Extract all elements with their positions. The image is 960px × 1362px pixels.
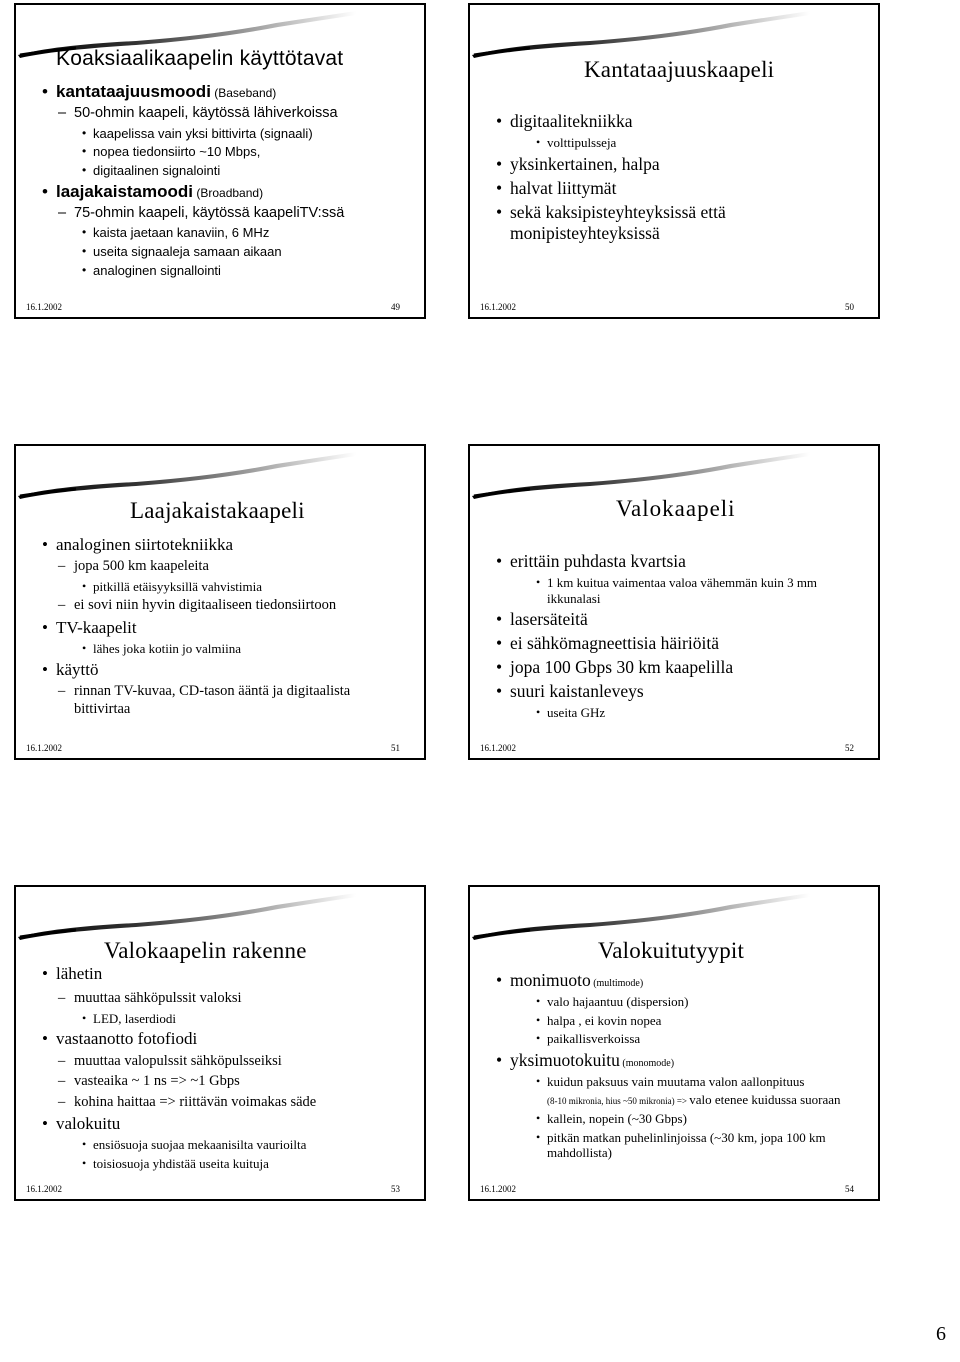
slide-body xyxy=(496,548,866,721)
item-text: kohina haittaa => riittävän voimakas säde xyxy=(74,1093,317,1110)
list-item xyxy=(496,994,866,1010)
slide-title: Valokaapelin rakenne xyxy=(104,938,307,963)
bullet-marker: • xyxy=(82,225,87,240)
dash-marker: – xyxy=(58,204,67,221)
slide-number: 52 xyxy=(845,743,854,753)
list-item xyxy=(42,1137,412,1153)
list-item xyxy=(496,551,866,572)
list-item xyxy=(496,1074,866,1090)
bullet-marker: • xyxy=(496,609,503,630)
list-item xyxy=(42,126,412,142)
dash-marker: – xyxy=(58,1073,66,1090)
item-text: muuttaa sähköpulssit valoksi xyxy=(74,990,242,1007)
bullet-marker: • xyxy=(82,125,87,140)
slide-49 xyxy=(14,3,426,319)
list-item xyxy=(42,1073,412,1090)
list-item xyxy=(496,657,866,678)
slide-title: Kantataajuuskaapeli xyxy=(584,57,775,82)
slide-number: 49 xyxy=(391,302,400,312)
list-item xyxy=(42,1029,412,1049)
item-note: (Broadband) xyxy=(193,185,264,200)
list-item xyxy=(42,1053,412,1070)
slide-body xyxy=(42,79,412,278)
bullet-marker: • xyxy=(42,964,48,983)
list-item xyxy=(496,154,866,175)
slide-title: Koaksiaalikaapelin käyttötavat xyxy=(56,47,344,70)
bullet-marker: • xyxy=(42,659,48,679)
list-item xyxy=(496,111,866,132)
bullet-marker: • xyxy=(42,617,48,637)
list-item xyxy=(496,1050,866,1071)
bullet-marker: • xyxy=(496,681,503,702)
item-text: digitaalitekniikka xyxy=(510,111,633,131)
bullet-marker: • xyxy=(536,1073,541,1088)
slide-number: 50 xyxy=(845,302,854,312)
item-text: monimuoto xyxy=(510,970,591,990)
slide-53 xyxy=(14,885,426,1201)
item-text: analoginen siirtotekniikka xyxy=(56,535,234,554)
item-text: kuidun paksuus vain muutama valon aallonpituus xyxy=(547,1073,805,1089)
bullet-marker: • xyxy=(42,82,48,101)
list-item xyxy=(496,202,770,244)
list-item xyxy=(496,681,866,702)
dash-marker: – xyxy=(58,597,66,614)
slide-title: Laajakaistakaapeli xyxy=(130,498,305,523)
item-text: ei sähkömagneettisia häiriöitä xyxy=(510,633,719,654)
item-text: laajakaistamoodi xyxy=(56,181,194,201)
list-item xyxy=(42,144,412,160)
list-item xyxy=(42,182,412,202)
item-text: rinnan TV-kuvaa, CD-tason ääntä ja digitaalista bittivirtaa xyxy=(74,683,351,717)
list-item xyxy=(496,705,866,721)
item-text: jopa 100 Gbps 30 km kaapelilla xyxy=(510,657,734,678)
list-item xyxy=(42,82,412,102)
slide-body xyxy=(496,967,866,1161)
item-text: ensiösuoja suojaa mekaanisilta vaurioilta xyxy=(93,1137,307,1153)
bullet-marker: • xyxy=(496,111,503,131)
slide-date: 16.1.2002 xyxy=(480,302,516,312)
bullet-marker: • xyxy=(496,1049,503,1070)
item-text: vastaanotto fotofiodi xyxy=(56,1029,198,1049)
bullet-marker: • xyxy=(82,578,87,593)
slide-date: 16.1.2002 xyxy=(26,743,62,753)
item-text: useita GHz xyxy=(547,705,606,721)
bullet-marker: • xyxy=(536,705,541,720)
bullet-marker: • xyxy=(42,1029,48,1049)
list-item xyxy=(42,244,412,260)
dash-marker: – xyxy=(58,1052,66,1069)
bullet-marker: • xyxy=(496,177,503,198)
list-item xyxy=(42,225,412,241)
item-text: valo hajaantuu (dispersion) xyxy=(547,994,689,1009)
bullet-marker: • xyxy=(496,201,503,222)
item-text: volttipulsseja xyxy=(547,135,617,150)
list-item xyxy=(42,683,394,718)
bullet-marker: • xyxy=(42,535,48,554)
list-item xyxy=(496,1092,847,1108)
item-text: digitaalinen signalointi xyxy=(93,162,221,178)
list-item xyxy=(42,618,412,638)
bullet-marker: • xyxy=(82,144,87,159)
bullet-marker: • xyxy=(42,181,48,201)
list-item xyxy=(42,558,412,575)
item-text: LED, laserdiodi xyxy=(93,1010,177,1026)
item-note: (Baseband) xyxy=(210,86,277,100)
list-item xyxy=(496,575,847,606)
list-item xyxy=(42,1094,412,1111)
bullet-marker: • xyxy=(536,575,541,589)
bullet-marker: • xyxy=(82,1155,87,1170)
bullet-marker: • xyxy=(42,1113,48,1133)
bullet-marker: • xyxy=(496,551,503,571)
bullet-marker: • xyxy=(496,633,503,654)
slide-date: 16.1.2002 xyxy=(26,1184,62,1194)
slide-date: 16.1.2002 xyxy=(480,1184,516,1194)
bullet-marker: • xyxy=(496,153,503,174)
item-text: ei sovi niin hyvin digitaaliseen tiedonsiirtoon xyxy=(74,597,337,614)
slide-52 xyxy=(468,444,880,760)
item-text: pitkillä etäisyyksillä vahvistimia xyxy=(93,578,262,594)
item-text: muuttaa valopulssit sähköpulsseiksi xyxy=(74,1052,282,1069)
item-text: toisiosuoja yhdistää useita kuituja xyxy=(93,1155,269,1171)
list-item xyxy=(496,135,866,151)
list-item xyxy=(496,178,866,199)
item-text: halvat liittymät xyxy=(510,177,617,198)
item-text: 75-ohmin kaapeli, käytössä kaapeliTV:ssä xyxy=(74,204,345,221)
list-item xyxy=(42,1011,412,1027)
bullet-marker: • xyxy=(82,1010,87,1025)
bullet-marker: • xyxy=(82,1137,87,1152)
list-item xyxy=(42,964,412,984)
list-item xyxy=(42,1156,412,1172)
slide-title: Valokuitutyypit xyxy=(598,938,745,963)
list-item xyxy=(496,1111,866,1127)
slide-body xyxy=(42,961,412,1172)
bullet-marker: • xyxy=(536,1110,541,1125)
list-item xyxy=(42,263,412,279)
list-item xyxy=(42,163,412,179)
slide-date: 16.1.2002 xyxy=(26,302,62,312)
bullet-marker: • xyxy=(496,970,503,990)
item-text: lähetin xyxy=(56,964,103,983)
slide-date: 16.1.2002 xyxy=(480,743,516,753)
swoosh-decoration xyxy=(16,446,426,506)
list-item xyxy=(42,205,412,222)
slide-51 xyxy=(14,444,426,760)
item-note: (multimode) xyxy=(590,978,644,989)
item-text: TV-kaapelit xyxy=(56,617,137,637)
item-text: jopa 500 km kaapeleita xyxy=(74,558,209,575)
list-item xyxy=(496,1130,847,1161)
bullet-marker: • xyxy=(536,1129,541,1144)
item-text: paikallisverkoissa xyxy=(547,1031,641,1047)
slide-number: 53 xyxy=(391,1184,400,1194)
page-number: 6 xyxy=(936,1323,946,1345)
item-text: lasersäteitä xyxy=(510,609,588,630)
item-text: 50-ohmin kaapeli, käytössä lähiverkoissa xyxy=(74,105,338,122)
item-text: yksinkertainen, halpa xyxy=(510,153,660,174)
list-item xyxy=(496,609,866,630)
item-text: kantataajuusmoodi xyxy=(56,82,211,101)
slide-54 xyxy=(468,885,880,1201)
slide-title: Valokaapeli xyxy=(616,496,736,521)
item-text: kaista jaetaan kanaviin, 6 MHz xyxy=(93,225,270,241)
item-text: vasteaika ~ 1 ns => ~1 Gbps xyxy=(74,1073,240,1090)
item-text: yksimuotokuitu xyxy=(510,1049,620,1070)
item-text: valo etenee kuidussa suoraan xyxy=(689,1092,841,1108)
bullet-marker: • xyxy=(536,994,541,1008)
slide-body xyxy=(42,532,412,718)
list-item xyxy=(496,1031,866,1047)
slide-body xyxy=(496,108,866,244)
list-item xyxy=(42,597,412,614)
item-text: analoginen signallointi xyxy=(93,262,221,278)
slide-50 xyxy=(468,3,880,319)
bullet-marker: • xyxy=(82,243,87,258)
bullet-marker: • xyxy=(536,1031,541,1046)
item-text: kaapelissa vain yksi bittivirta (signaali) xyxy=(93,125,313,141)
item-text: sekä kaksipisteyhteyksissä että monipisteyhteyksissä xyxy=(510,201,726,243)
item-text: useita signaaleja samaan aikaan xyxy=(93,243,282,259)
swoosh-decoration xyxy=(470,5,880,65)
list-item xyxy=(42,990,412,1007)
bullet-marker: • xyxy=(82,262,87,277)
list-item xyxy=(42,105,412,122)
bullet-marker: • xyxy=(536,135,541,149)
item-text: halpa , ei kovin nopea xyxy=(547,1012,662,1028)
dash-marker: – xyxy=(58,105,67,122)
item-note: (monomode) xyxy=(619,1057,675,1069)
list-item xyxy=(496,1013,866,1029)
item-text: valokuitu xyxy=(56,1113,121,1133)
item-text: pitkän matkan puhelinlinjoissa (~30 km, jopa 100 km mahdollista) xyxy=(547,1129,826,1161)
item-text: 1 km kuitua vaimentaa valoa vähemmän kuin 3 mm ikkunalasi xyxy=(547,575,818,606)
list-item xyxy=(42,641,412,657)
dash-marker: – xyxy=(58,683,66,700)
item-text: käyttö xyxy=(56,659,99,679)
list-item xyxy=(496,633,866,654)
slide-number: 54 xyxy=(845,1184,854,1194)
slide-number: 51 xyxy=(391,743,400,753)
list-item xyxy=(42,660,412,680)
item-text: nopea tiedonsiirto ~10 Mbps, xyxy=(93,144,261,160)
dash-marker: – xyxy=(58,990,66,1007)
list-item xyxy=(42,1114,412,1134)
item-text: suuri kaistanleveys xyxy=(510,681,644,702)
list-item xyxy=(42,579,412,595)
item-note: (8-10 mikronia, hius ~50 mikronia) => xyxy=(547,1096,690,1107)
dash-marker: – xyxy=(58,1093,66,1110)
dash-marker: – xyxy=(58,558,66,575)
bullet-marker: • xyxy=(82,641,87,656)
bullet-marker: • xyxy=(496,657,503,678)
item-text: erittäin puhdasta kvartsia xyxy=(510,551,686,571)
list-item xyxy=(496,970,866,991)
bullet-marker: • xyxy=(82,162,87,177)
item-text: lähes joka kotiin jo valmiina xyxy=(93,641,242,657)
bullet-marker: • xyxy=(536,1012,541,1027)
list-item xyxy=(42,535,412,555)
item-text: kallein, nopein (~30 Gbps) xyxy=(547,1110,687,1126)
